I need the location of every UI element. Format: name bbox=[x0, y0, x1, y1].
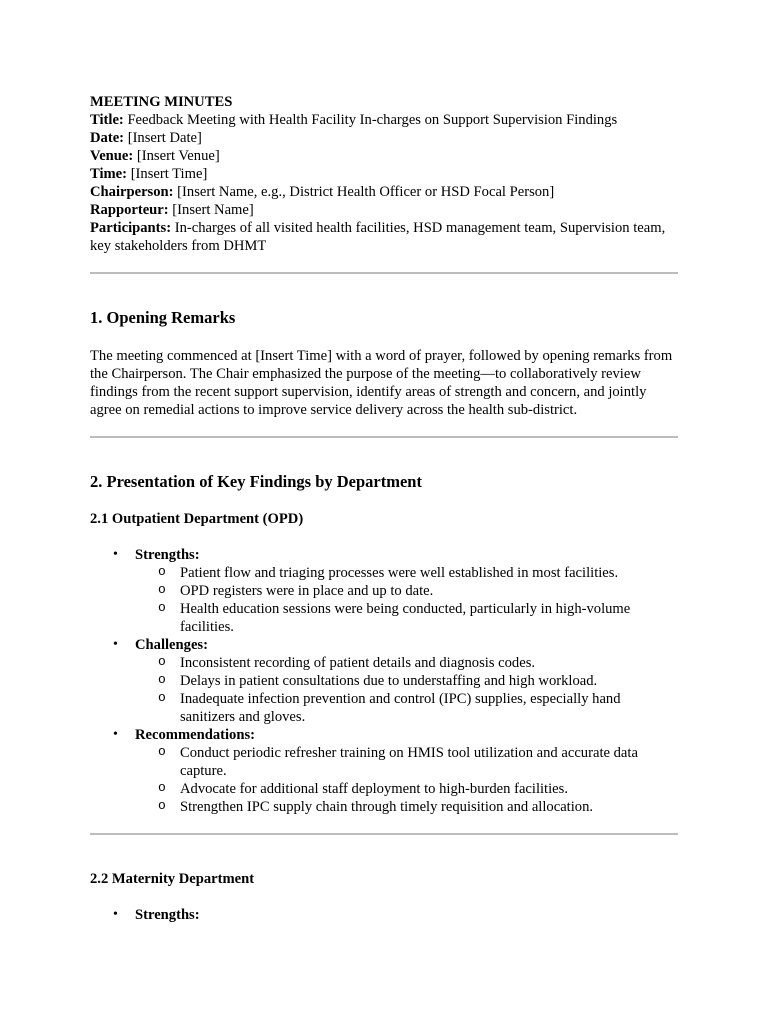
bullet-icon: • bbox=[113, 547, 118, 562]
meta-title bbox=[90, 111, 678, 129]
circle-bullet-icon: o bbox=[158, 744, 166, 759]
list-item bbox=[113, 906, 678, 924]
list-item bbox=[158, 744, 678, 780]
group-label: Strengths: bbox=[135, 547, 200, 563]
meta-participants bbox=[90, 219, 678, 255]
bullet-icon: • bbox=[113, 637, 118, 652]
bullet-icon: • bbox=[113, 907, 118, 922]
list-item bbox=[158, 600, 678, 636]
opening-remarks-paragraph: The meeting commenced at [Insert Time] with a word of prayer, followed by opening remarks from the Chairperson. The Chair emphasized the purpose of the meeting—to collaboratively review findings from the recent support supervision, identify areas of strength and concern, and jointly agree on remedial actions to improve service delivery across the health sub-district. bbox=[90, 348, 673, 418]
meta-label: Venue: bbox=[90, 148, 134, 164]
list-item bbox=[158, 582, 678, 600]
section-heading-findings: 2. Presentation of Key Findings by Department bbox=[90, 472, 422, 491]
meta-label: Chairperson: bbox=[90, 184, 174, 200]
list-item bbox=[158, 654, 678, 672]
maternity-findings-list bbox=[90, 906, 678, 924]
circle-bullet-icon: o bbox=[158, 672, 166, 687]
circle-bullet-icon: o bbox=[158, 654, 166, 669]
list-item bbox=[113, 546, 678, 636]
circle-bullet-icon: o bbox=[158, 690, 166, 705]
circle-bullet-icon: o bbox=[158, 780, 166, 795]
divider bbox=[90, 436, 678, 438]
subsection-heading-opd: 2.1 Outpatient Department (OPD) bbox=[90, 511, 304, 527]
meta-value: Feedback Meeting with Health Facility In-charges on Support Supervision Findings bbox=[127, 112, 618, 128]
meta-value: [Insert Name, e.g., District Health Officer or HSD Focal Person] bbox=[177, 184, 555, 200]
list-item bbox=[158, 672, 678, 690]
meta-venue bbox=[90, 147, 678, 165]
sub-list bbox=[135, 564, 678, 636]
item-text: Delays in patient consultations due to understaffing and high workload. bbox=[180, 673, 598, 689]
list-item bbox=[113, 636, 678, 726]
circle-bullet-icon: o bbox=[158, 582, 166, 597]
meta-label: Title: bbox=[90, 112, 124, 128]
section-heading-opening: 1. Opening Remarks bbox=[90, 308, 236, 327]
meta-label: Time: bbox=[90, 166, 128, 182]
group-label: Challenges: bbox=[135, 637, 208, 653]
meta-label: Date: bbox=[90, 130, 125, 146]
item-text: Strengthen IPC supply chain through timely requisition and allocation. bbox=[180, 799, 594, 815]
sub-list bbox=[135, 744, 678, 816]
meeting-header bbox=[90, 93, 678, 255]
group-label: Strengths: bbox=[135, 907, 200, 923]
meta-label: Participants: bbox=[90, 220, 172, 236]
circle-bullet-icon: o bbox=[158, 564, 166, 579]
document-heading: MEETING MINUTES bbox=[90, 94, 233, 110]
divider bbox=[90, 833, 678, 835]
item-text: Advocate for additional staff deployment to high-burden facilities. bbox=[180, 781, 568, 797]
divider bbox=[90, 272, 678, 274]
item-text: OPD registers were in place and up to date. bbox=[180, 583, 434, 599]
circle-bullet-icon: o bbox=[158, 600, 166, 615]
item-text: Health education sessions were being conducted, particularly in high-volume facilities. bbox=[180, 601, 631, 635]
opd-findings-list bbox=[90, 546, 678, 816]
circle-bullet-icon: o bbox=[158, 798, 166, 813]
meta-value: [Insert Name] bbox=[172, 202, 254, 218]
meta-date bbox=[90, 129, 678, 147]
meta-time bbox=[90, 165, 678, 183]
item-text: Conduct periodic refresher training on HMIS tool utilization and accurate data capture. bbox=[180, 745, 638, 779]
list-item bbox=[158, 690, 678, 726]
list-item bbox=[158, 564, 678, 582]
item-text: Patient flow and triaging processes were well established in most facilities. bbox=[180, 565, 619, 581]
subsection-heading-maternity: 2.2 Maternity Department bbox=[90, 871, 255, 887]
meta-value: [Insert Venue] bbox=[136, 148, 220, 164]
meta-label: Rapporteur: bbox=[90, 202, 169, 218]
meta-rapporteur bbox=[90, 201, 678, 219]
meta-value: [Insert Date] bbox=[127, 130, 202, 146]
meta-value: [Insert Time] bbox=[130, 166, 208, 182]
item-text: Inadequate infection prevention and control (IPC) supplies, especially hand sanitizers and gloves. bbox=[180, 691, 621, 725]
list-item bbox=[113, 726, 678, 816]
meta-chairperson bbox=[90, 183, 678, 201]
meta-value: In-charges of all visited health facilities, HSD management team, Supervision team, key stakeholders from DHMT bbox=[90, 220, 666, 254]
list-item bbox=[158, 780, 678, 798]
bullet-icon: • bbox=[113, 727, 118, 742]
sub-list bbox=[135, 654, 678, 726]
item-text: Inconsistent recording of patient details and diagnosis codes. bbox=[180, 655, 536, 671]
group-label: Recommendations: bbox=[135, 727, 255, 743]
list-item bbox=[158, 798, 678, 816]
